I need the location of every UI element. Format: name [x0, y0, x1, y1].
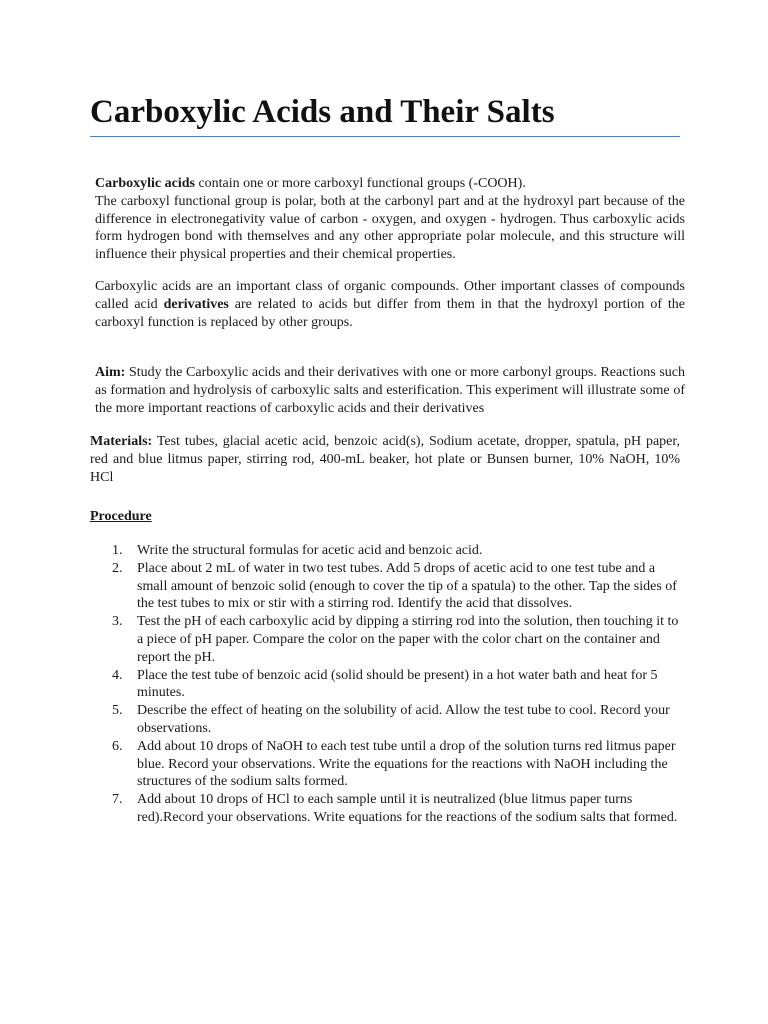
derivatives-text-before: Carboxylic acids are an important class of organic compounds. Other important classes of compounds called acid	[95, 279, 685, 312]
derivatives-paragraph	[90, 278, 685, 331]
step-number: 3.	[112, 614, 123, 630]
step-text: Place the test tube of benzoic acid (solid should be present) in a hot water bath and heat for 5 minutes.	[137, 667, 658, 701]
aim-label: Aim:	[95, 365, 126, 380]
list-item	[112, 738, 680, 791]
list-item	[112, 613, 680, 666]
materials-paragraph	[90, 433, 680, 486]
step-number: 5.	[112, 703, 123, 719]
step-text: Test the pH of each carboxylic acid by dipping a stirring rod into the solution, then touching it to a piece of pH paper. Compare the color on the paper with the color chart on the container and report the pH.	[137, 614, 679, 665]
intro-paragraph	[90, 175, 685, 264]
step-text: Add about 10 drops of NaOH to each test tube until a drop of the solution turns red litmus paper blue. Record your observations. Write the equations for the reactions with NaOH including the structures of the sodium salts formed.	[137, 738, 676, 790]
page-title: Carboxylic Acids and Their Salts	[90, 94, 555, 130]
step-number: 1.	[112, 543, 123, 558]
step-number: 6.	[112, 738, 123, 754]
step-text: Describe the effect of heating on the solubility of acid. Allow the test tube to cool. Record your observations.	[137, 703, 670, 736]
procedure-steps-list	[112, 542, 680, 827]
list-item	[112, 560, 680, 613]
step-text: Add about 10 drops of HCl to each sample until it is neutralized (blue litmus paper turns red).Record your observations. Write equations for the reactions of the sodium salts that formed.	[137, 792, 678, 825]
list-item	[112, 702, 680, 738]
intro-term: Carboxylic acids	[95, 176, 195, 191]
materials-label: Materials:	[90, 434, 153, 449]
procedure-heading: Procedure	[90, 509, 152, 524]
step-number: 7.	[112, 792, 123, 808]
title-underline-rule	[90, 136, 680, 137]
list-item	[112, 667, 680, 703]
list-item	[112, 542, 680, 560]
step-text: Place about 2 mL of water in two test tubes. Add 5 drops of acetic acid to one test tube and a small amount of benzoic solid (enough to cover the tip of a spatula) to the other. Tap the sides of the test tubes to mix or stir with a stirring rod. Identify the acid that dissolves.	[137, 560, 677, 612]
intro-line2: The carboxyl functional group is polar, both at the carbonyl part and at the hydroxyl part because of the difference in electronegativity value of carbon - oxygen, and oxygen - hydrogen. Thus carboxylic acids form hydrogen bond with themselves and any other appropriate polar molecule, and this structure will influence their physical properties and their chemical properties.	[95, 193, 685, 263]
derivatives-text-after: are related to acids but differ from them in that the hydroxyl portion of the carboxyl function is replaced by other groups.	[95, 296, 685, 330]
materials-text: Test tubes, glacial acetic acid, benzoic acid(s), Sodium acetate, dropper, spatula, pH paper, red and blue litmus paper, stirring rod, 400-mL beaker, hot plate or Bunsen burner, 10% NaOH, 10% HCl	[90, 434, 680, 485]
step-number: 2.	[112, 560, 123, 576]
step-number: 4.	[112, 667, 123, 683]
derivatives-term: derivatives	[163, 296, 229, 312]
aim-text: Study the Carboxylic acids and their derivatives with one or more carbonyl groups. Reactions such as formation and hydrolysis of carboxylic salts and esterification. This experiment will illustrate some of the more important reactions of carboxylic acids and their derivatives	[95, 365, 685, 416]
list-item	[112, 791, 680, 827]
step-text: Write the structural formulas for acetic acid and benzoic acid.	[137, 543, 483, 558]
aim-paragraph	[90, 364, 685, 417]
intro-line1: contain one or more carboxyl functional groups (-COOH).	[194, 176, 526, 191]
